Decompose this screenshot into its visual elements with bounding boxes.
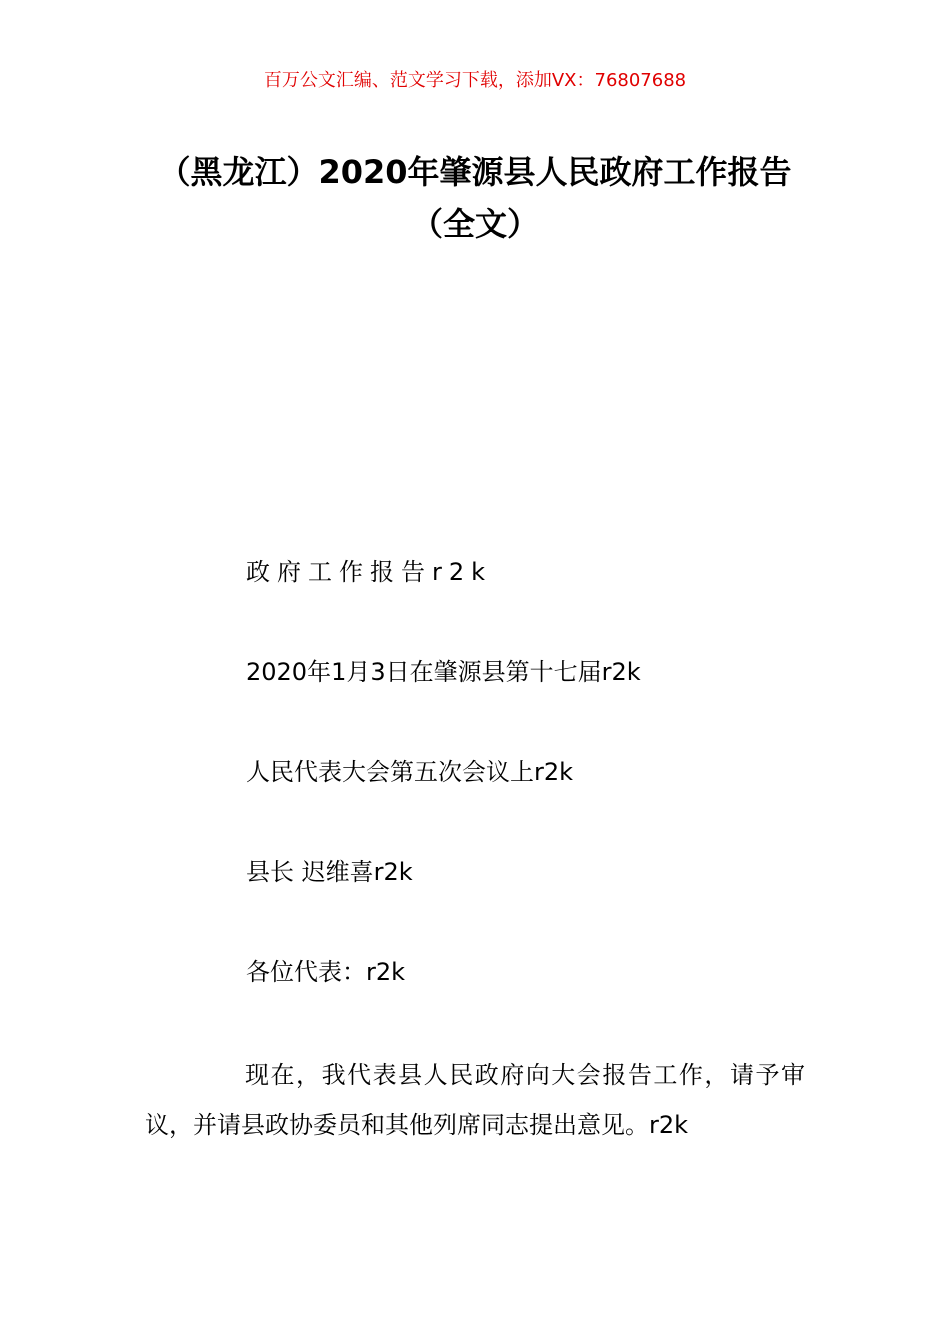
report-name-line: 政府工作报告r2k bbox=[246, 558, 493, 586]
document-title: （黑龙江）2020年肇源县人民政府工作报告（全文） bbox=[158, 153, 792, 243]
opening-paragraph: 现在，我代表县人民政府向大会报告工作，请予审议，并请县政协委员和其他列席同志提出意见。r2k bbox=[145, 1061, 805, 1139]
salutation-line: 各位代表：r2k bbox=[246, 958, 406, 986]
meeting-line: 人民代表大会第五次会议上r2k bbox=[246, 758, 574, 786]
date-line: 2020年1月3日在肇源县第十七届r2k bbox=[246, 658, 641, 686]
speaker-line: 县长 迟维喜r2k bbox=[246, 858, 413, 886]
header-note: 百万公文汇编、范文学习下载，添加VX：76807688 bbox=[263, 70, 687, 91]
